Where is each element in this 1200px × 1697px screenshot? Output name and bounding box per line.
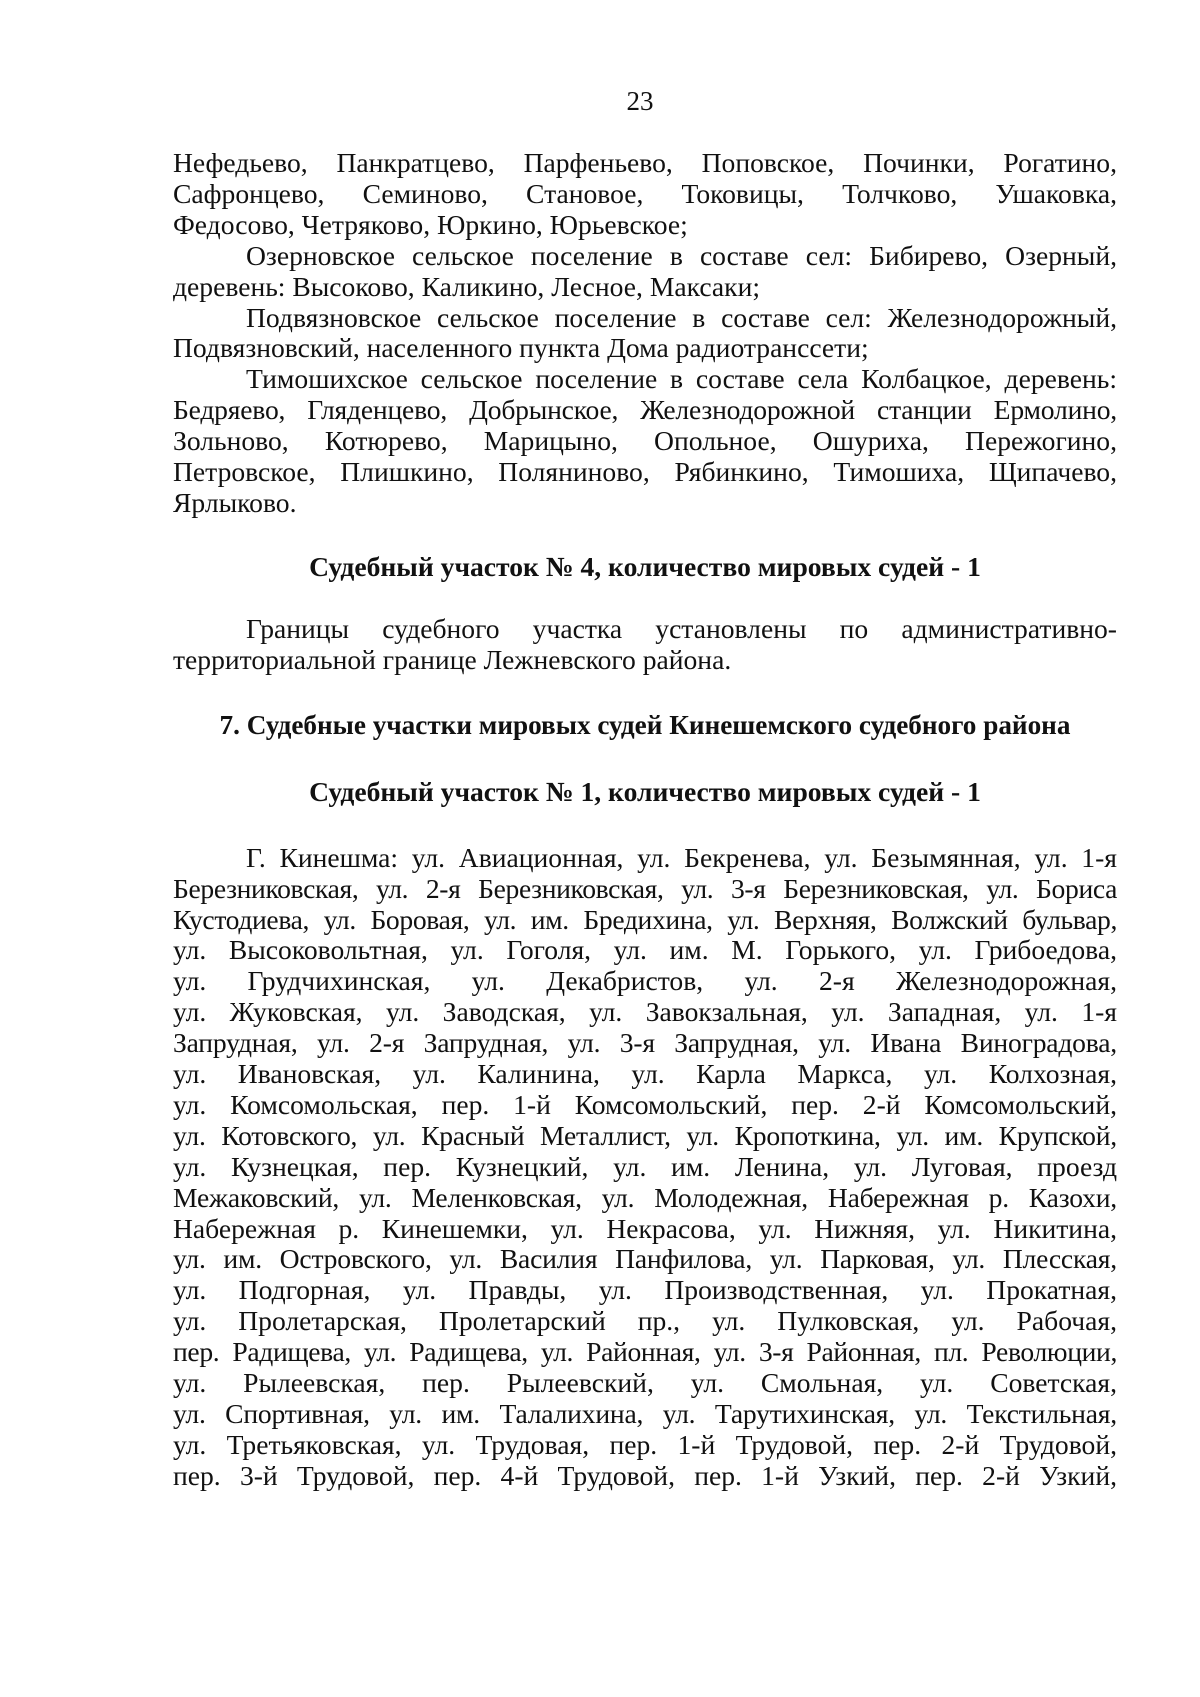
- text-line: ул. Спортивная, ул. им. Талалихина, ул. Тарутихинская, ул. Текстильная,: [173, 1398, 1117, 1429]
- text-line: Зольново, Котюрево, Марицыно, Опольное, Ошуриха, Пережогино,: [173, 425, 1117, 457]
- text-line: ул. Грудчихинская, ул. Декабристов, ул. 2-я Железнодорожная,: [173, 965, 1117, 997]
- text-line: Подвязновское сельское поселение в составе сел: Железнодорожный,: [246, 301, 1117, 333]
- text-line: Озерновское сельское поселение в составе сел: Бибирево, Озерный,: [246, 239, 1117, 271]
- text-line: Сафронцево, Семиново, Становое, Токовицы, Толчково, Ушаковка,: [173, 177, 1117, 209]
- text-line: Березниковская, ул. 2-я Березниковская, ул. 3-я Березниковская, ул. Бориса: [173, 872, 1117, 904]
- section-heading-uchastok-4: Судебный участок № 4, количество мировых судей - 1: [309, 550, 981, 582]
- text-line: ул. Котовского, ул. Красный Металлист, ул. Кропоткина, ул. им. Крупской,: [173, 1119, 1117, 1151]
- text-line: ул. Рылеевская, пер. Рылеевский, ул. Смольная, ул. Советская,: [173, 1367, 1117, 1399]
- text-line: ул. Третьяковская, ул. Трудовая, пер. 1-й Трудовой, пер. 2-й Трудовой,: [173, 1428, 1117, 1460]
- text-line: пер. Радищева, ул. Радищева, ул. Районная, ул. 3-я Районная, пл. Революции,: [173, 1336, 1117, 1368]
- text-line: Набережная р. Кинешемки, ул. Некрасова, ул. Нижняя, ул. Никитина,: [173, 1212, 1117, 1244]
- district-heading: 7. Судебные участки мировых судей Кинешемского судебного района: [219, 709, 1071, 740]
- text-line: Нефедьево, Панкратцево, Парфеньево, Поповское, Починки, Рогатино,: [173, 147, 1117, 178]
- text-line: ул. Подгорная, ул. Правды, ул. Производственная, ул. Прокатная,: [173, 1274, 1117, 1306]
- text-line: ул. Ивановская, ул. Калинина, ул. Карла Маркса, ул. Колхозная,: [173, 1058, 1117, 1090]
- document-body: [173, 148, 1117, 1492]
- page-number: 23: [626, 86, 654, 116]
- text-line: Границы судебного участка установлены по административно-: [246, 612, 1117, 644]
- text-line: Ярлыково.: [173, 486, 297, 518]
- text-line: пер. 3-й Трудовой, пер. 4-й Трудовой, пер. 1-й Узкий, пер. 2-й Узкий,: [173, 1459, 1117, 1491]
- text-line: деревень: Высоково, Каликино, Лесное, Максаки;: [173, 270, 761, 302]
- text-line: ул. Жуковская, ул. Заводская, ул. Завокзальная, ул. Западная, ул. 1-я: [173, 996, 1117, 1028]
- text-line: территориальной границе Лежневского района.: [173, 643, 732, 675]
- text-line: ул. Пролетарская, Пролетарский пр., ул. Пулковская, ул. Рабочая,: [173, 1305, 1117, 1337]
- text-line: Федосово, Четряково, Юркино, Юрьевское;: [173, 208, 688, 240]
- text-line: Межаковский, ул. Меленковская, ул. Молодежная, Набережная р. Казохи,: [173, 1181, 1117, 1213]
- text-line: ул. Комсомольская, пер. 1-й Комсомольский, пер. 2-й Комсомольский,: [173, 1088, 1117, 1120]
- text-line: Г. Кинешма: ул. Авиационная, ул. Бекренева, ул. Безымянная, ул. 1-я: [246, 841, 1117, 873]
- text-line: ул. им. Островского, ул. Василия Панфилова, ул. Парковая, ул. Плесская,: [173, 1243, 1117, 1275]
- text-line: Тимошихское сельское поселение в составе села Колбацкое, деревень:: [246, 363, 1117, 395]
- text-line: ул. Кузнецкая, пер. Кузнецкий, ул. им. Ленина, ул. Луговая, проезд: [173, 1150, 1117, 1182]
- text-line: Кустодиева, ул. Боровая, ул. им. Бредихина, ул. Верхняя, Волжский бульвар,: [173, 903, 1117, 935]
- section-heading-uchastok-1: Судебный участок № 1, количество мировых судей - 1: [309, 775, 981, 807]
- text-line: Запрудная, ул. 2-я Запрудная, ул. 3-я Запрудная, ул. Ивана Виноградова,: [173, 1027, 1117, 1059]
- text-line: ул. Высоковольтная, ул. Гоголя, ул. им. М. Горького, ул. Грибоедова,: [173, 934, 1117, 966]
- text-line: Петровское, Плишкино, Поляниново, Рябинкино, Тимошиха, Щипачево,: [173, 456, 1117, 488]
- text-line: Подвязновский, населенного пункта Дома радиотранссети;: [173, 332, 869, 364]
- text-line: Бедряево, Гляденцево, Добрынское, Железнодорожной станции Ермолино,: [173, 394, 1117, 426]
